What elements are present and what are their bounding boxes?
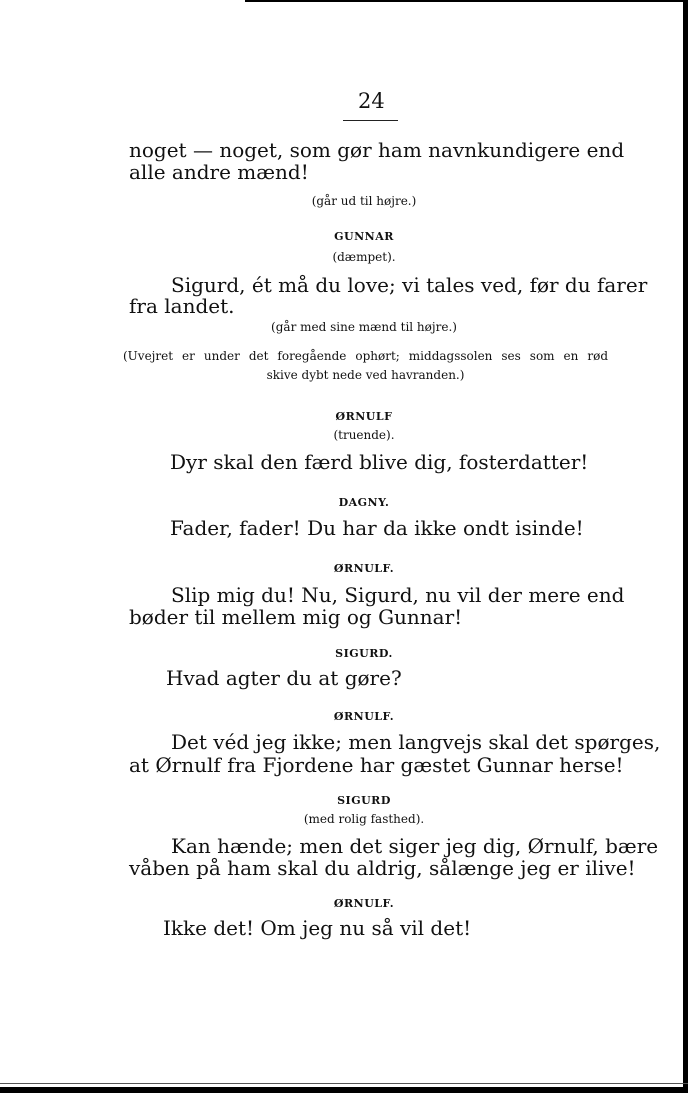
- text-line: Hvad agter du at gøre?: [166, 666, 402, 690]
- stage-direction: (går med sine mænd til højre.): [271, 320, 457, 334]
- text-line: Fader, fader! Du har da ikke ondt isinde!: [170, 516, 584, 540]
- page-edge-bottom-line: [0, 1083, 688, 1084]
- stage-direction: (med rolig fasthed).: [303, 812, 425, 826]
- stage-direction: skive dybt nede ved havranden.): [266, 368, 465, 382]
- text-line: at Ørnulf fra Fjordene har gæstet Gunnar herse!: [129, 753, 624, 777]
- page-edge-bottom: [0, 1087, 688, 1093]
- stage-direction: (truende).: [333, 428, 395, 442]
- speaker-name: ØRNULF: [335, 410, 393, 423]
- page-edge-right: [683, 0, 688, 1093]
- text-line: Kan hænde; men det siger jeg dig, Ørnulf, bære: [171, 834, 659, 858]
- page-edge-top: [245, 0, 688, 2]
- text-line: Dyr skal den færd blive dig, fosterdatter!: [170, 450, 589, 474]
- text-line: Det véd jeg ikke; men langvejs skal det spørges,: [171, 730, 661, 754]
- speaker-name: ØRNULF.: [333, 562, 395, 575]
- page-number: 24: [358, 89, 385, 113]
- text-line: våben på ham skal du aldrig, sålænge jeg er ilive!: [129, 856, 636, 880]
- speaker-name: SIGURD.: [335, 647, 393, 660]
- text-line: fra landet.: [129, 294, 235, 318]
- text-line: noget — noget, som gør ham navnkundigere end: [129, 138, 625, 162]
- speaker-name: GUNNAR: [334, 230, 394, 243]
- text-line: alle andre mænd!: [129, 160, 309, 184]
- stage-direction: (dæmpet).: [332, 250, 396, 264]
- text-line: Ikke det! Om jeg nu så vil det!: [163, 916, 472, 940]
- speaker-name: SIGURD: [337, 794, 391, 807]
- text-line: Sigurd, ét må du love; vi tales ved, før du farer: [171, 273, 648, 297]
- stage-direction: (Uvejret er under det foregående ophørt; middagssolen ses som en rød: [123, 349, 608, 363]
- speaker-name: ØRNULF.: [333, 897, 395, 910]
- text-line: bøder til mellem mig og Gunnar!: [129, 605, 463, 629]
- stage-direction: (går ud til højre.): [311, 194, 417, 208]
- speaker-name: ØRNULF.: [333, 710, 395, 723]
- speaker-name: DAGNY.: [338, 496, 390, 509]
- page-number-rule: [343, 120, 398, 121]
- text-line: Slip mig du! Nu, Sigurd, nu vil der mere end: [171, 583, 625, 607]
